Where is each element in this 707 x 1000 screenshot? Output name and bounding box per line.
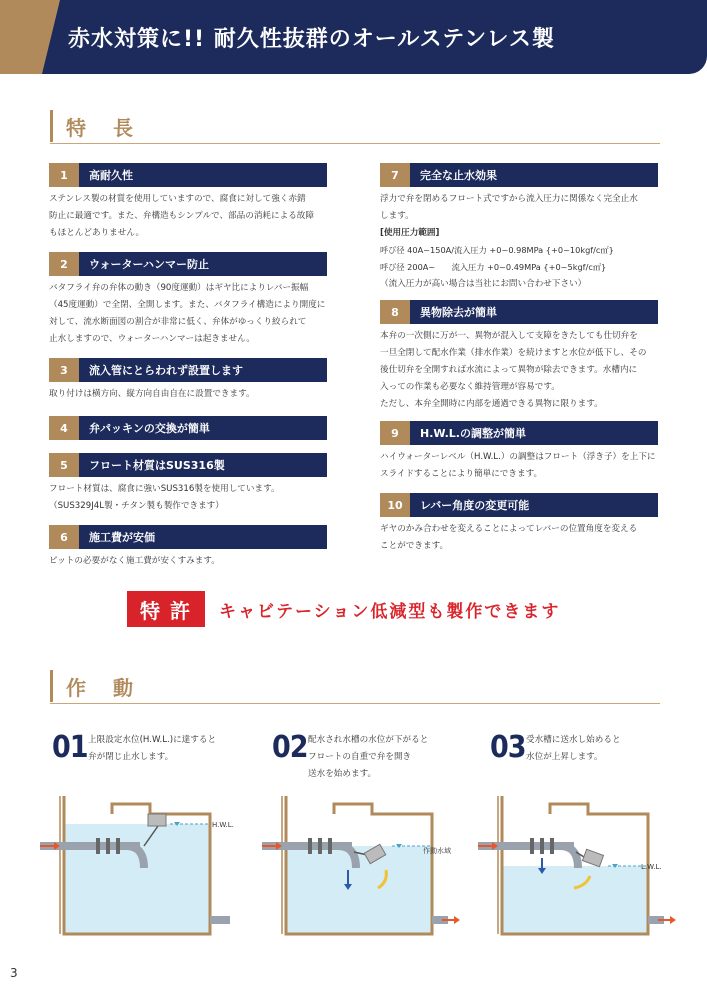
feature-number: 4 (49, 416, 79, 440)
feature-title: 完全な止水効果 (420, 169, 497, 182)
feature-body: 浮力で弁を閉めるフロート式ですから流入圧力に関係なく完全止水 します。 (380, 194, 638, 221)
step-number: 02 (272, 730, 308, 765)
step-text: 受水槽に送水し始めると 水位が上昇します。 (526, 735, 621, 762)
features-heading-text: 特 長 (66, 116, 143, 140)
feature-title: 施工費が安価 (89, 531, 155, 544)
patent-banner (127, 591, 560, 627)
pressure-note: （流入圧力が高い場合は当社にお問い合わせ下さい） (380, 279, 587, 289)
feature-7 (380, 163, 658, 293)
feature-body: 取り付けは横方向、縦方向自由自在に設置できます。 (49, 389, 255, 399)
patent-badge: 特許 (127, 591, 205, 627)
feature-title: H.W.L.の調整が簡単 (420, 427, 526, 440)
feature-10 (380, 493, 658, 555)
outflow-pipe (210, 916, 230, 924)
pressure-line: 呼び径 200A~ 流入圧力 +0~0.49MPa {+0~5kgf/c㎡} (380, 262, 607, 272)
step-number: 01 (52, 730, 88, 765)
feature-body: ピットの必要がなく施工費が安くすみます。 (49, 556, 220, 566)
feature-number: 10 (380, 493, 410, 517)
tank-diagram-1 (40, 796, 240, 936)
page-title: 赤水対策に!! 耐久性抜群のオールステンレス製 (68, 27, 555, 52)
water-level-label: 作動水域 (423, 847, 451, 855)
feature-number: 9 (380, 421, 410, 445)
feature-body: ステンレス製の材質を使用していますので、腐食に対して強く赤錆 防止に最適です。また、弁構造もシンプルで、部品の消耗による故障 もほとんどありません。 (49, 194, 314, 238)
feature-number: 6 (49, 525, 79, 549)
feature-title: フロート材質はSUS316製 (89, 459, 225, 472)
pressure-heading: [使用圧力範囲] (380, 228, 440, 238)
tank-diagram-2 (262, 796, 462, 936)
features-heading (50, 108, 660, 144)
feature-8 (380, 300, 658, 413)
float (148, 814, 166, 826)
water-fill (502, 866, 648, 934)
float (582, 849, 603, 866)
feature-number: 5 (49, 453, 79, 477)
feature-title: 弁パッキンの交換が簡単 (89, 422, 210, 435)
feature-2 (49, 252, 327, 348)
feature-5 (49, 453, 327, 515)
step-number: 03 (490, 730, 526, 765)
feature-body: ギヤのかみ合わせを変えることによってレバーの位置角度を変える ことができます。 (380, 524, 638, 551)
operation-heading-text: 作 動 (66, 676, 143, 700)
feature-title: 流入管にとらわれず設置します (89, 364, 243, 377)
feature-9 (380, 421, 658, 483)
feature-title: 異物除去が簡単 (420, 306, 497, 319)
feature-4 (49, 416, 327, 440)
feature-body: ハイウォーターレベル（H.W.L.）の調整はフロート（浮き子）を上下に スライドすることにより簡単にできます。 (380, 452, 656, 479)
feature-title: 高耐久性 (89, 169, 133, 182)
feature-number: 1 (49, 163, 79, 187)
feature-body: フロート材質は、腐食に強いSUS316製を使用しています。 （SUS329J4L製・チタン製も製作できます） (49, 484, 280, 511)
feature-body: バタフライ弁の弁体の動き（90度運動）はギヤ比によりレバー振幅 （45度運動）で全閉、全開します。また、バタフライ構造により開度に 対して、流水断面図の割合が非常に低く、弁体がゆっくり絞られて 止水しますので、ウォーターハンマーは起きません。 (49, 283, 326, 344)
feature-title: ウォーターハンマー防止 (89, 258, 210, 271)
page-header (0, 0, 707, 74)
step-text: 配水され水槽の水位が下がると フロートの自重で弁を開き 送水を始めます。 (308, 735, 429, 779)
water-fill (64, 814, 210, 934)
step-text: 上限設定水位(H.W.L.)に達すると 弁が閉じ止水します。 (88, 735, 217, 762)
patent-text: キャビテーション低減型も製作できます (219, 601, 561, 622)
page-number: 3 (10, 966, 18, 980)
feature-number: 3 (49, 358, 79, 382)
water-level-label: L.W.L. (641, 863, 662, 871)
tank-diagram-3 (478, 796, 678, 936)
feature-title: レバー角度の変更可能 (420, 499, 530, 512)
pressure-line: 呼び径 40A~150A/流入圧力 +0~0.98MPa {+0~10kgf/c㎡} (380, 245, 614, 255)
feature-number: 7 (380, 163, 410, 187)
feature-number: 8 (380, 300, 410, 324)
feature-3 (49, 358, 327, 403)
feature-number: 2 (49, 252, 79, 276)
water-level-label: H.W.L. (212, 821, 234, 829)
feature-6 (49, 525, 327, 570)
feature-body: 本弁の一次側に万が一、異物が混入して支障をきたしても仕切弁を 一旦全閉して配水作業（排水作業）を続けますと水位が低下し、その 後仕切弁を全開すれば水流によって異物が除去できます。水槽内に 入っての作業も必要なく維持管理が容易です。 ただし、本弁全開時に内部を通過できる異物に限ります。 (380, 331, 647, 409)
operation-heading (50, 668, 660, 704)
feature-1 (49, 163, 327, 242)
